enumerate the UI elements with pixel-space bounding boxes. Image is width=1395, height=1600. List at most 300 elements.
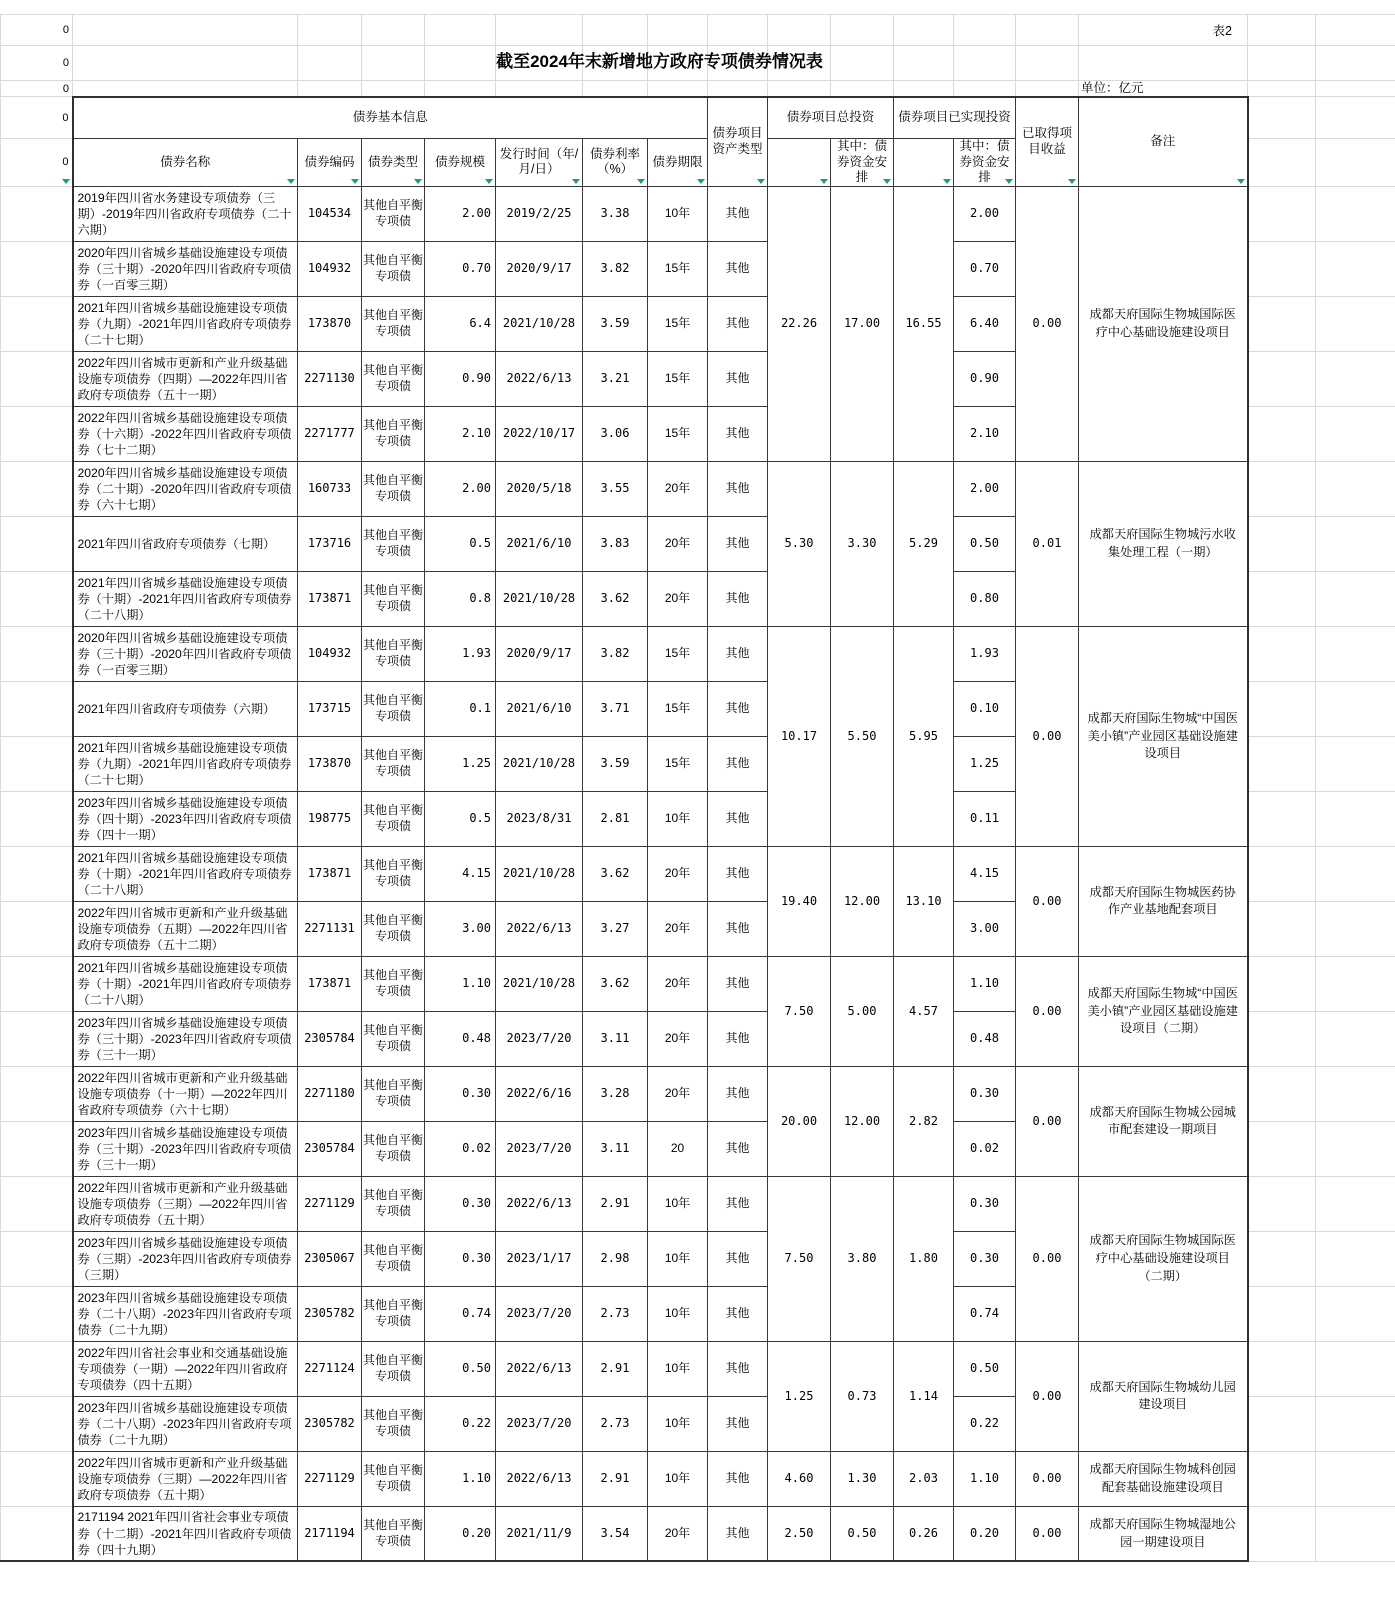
- row-header-cell: [1, 791, 73, 846]
- cell-asset-type: 其他: [708, 1066, 768, 1121]
- gutter-cell: [1248, 956, 1316, 1011]
- bond-row: [1, 1506, 1395, 1561]
- cell-bond-name: 2171194 2021年四川省社会事业专项债券（十二期）-2021年四川省政府专项债券（四十九期）: [73, 1506, 298, 1561]
- filter-dropdown-icon[interactable]: [943, 179, 951, 184]
- cell-bond-code: 104932: [298, 626, 362, 681]
- cell-total-investment: 5.30: [768, 461, 831, 626]
- cell-bond-term: 10年: [648, 791, 708, 846]
- gutter-cell: [1248, 351, 1316, 406]
- header-income: 已取得项目收益: [1016, 97, 1079, 187]
- cell-bond-rate: 2.73: [583, 1396, 648, 1451]
- cell-asset-type: 其他: [708, 1011, 768, 1066]
- cell-realized-investment: 13.10: [894, 846, 954, 956]
- cell-realized-investment: 1.14: [894, 1341, 954, 1451]
- cell-remark: 成都天府国际生物城国际医疗中心基础设施建设项目: [1079, 186, 1248, 461]
- cell-realized-investment-bond-funds: 0.11: [954, 791, 1016, 846]
- cell-total-investment-bond-funds: 1.30: [831, 1451, 894, 1506]
- cell-project-income: 0.00: [1016, 186, 1079, 461]
- cell-asset-type: 其他: [708, 1506, 768, 1561]
- gutter-cell: [1316, 1011, 1395, 1066]
- cell-bond-term: 15年: [648, 241, 708, 296]
- cell-issue-date: 2021/6/10: [496, 516, 583, 571]
- cell-total-investment: 10.17: [768, 626, 831, 846]
- cell-bond-code: 2305782: [298, 1396, 362, 1451]
- cell-bond-scale: 0.1: [425, 681, 496, 736]
- cell-asset-type: 其他: [708, 1176, 768, 1231]
- cell-bond-term: 20: [648, 1121, 708, 1176]
- cell-bond-rate: 3.27: [583, 901, 648, 956]
- gutter-cell: [1248, 296, 1316, 351]
- cell-bond-name: 2020年四川省城乡基础设施建设专项债券（三十期）-2020年四川省政府专项债券（一百零三期）: [73, 241, 298, 296]
- row-header-cell: [1, 516, 73, 571]
- cell-bond-rate: 2.91: [583, 1451, 648, 1506]
- cell-asset-type: 其他: [708, 1341, 768, 1396]
- cell-total-investment-bond-funds: 0.50: [831, 1506, 894, 1561]
- cell-bond-term: 10年: [648, 1176, 708, 1231]
- cell-realized-investment: 5.95: [894, 626, 954, 846]
- row-header-zero: 0: [1, 15, 73, 46]
- cell-project-income: 0.00: [1016, 846, 1079, 956]
- row-header-cell: [1, 736, 73, 791]
- cell-bond-name: 2022年四川省社会事业和交通基础设施专项债券（一期）—2022年四川省政府专项债券（四十五期）: [73, 1341, 298, 1396]
- cell-total-investment: 20.00: [768, 1066, 831, 1176]
- cell-issue-date: 2021/11/9: [496, 1506, 583, 1561]
- filter-dropdown-icon[interactable]: [820, 179, 828, 184]
- cell-realized-investment-bond-funds: 0.50: [954, 516, 1016, 571]
- cell-bond-code: 2271129: [298, 1176, 362, 1231]
- cell-asset-type: 其他: [708, 186, 768, 241]
- cell-bond-term: 10年: [648, 1286, 708, 1341]
- row-header-cell: [1, 681, 73, 736]
- gutter-cell: [1316, 186, 1395, 241]
- cell-issue-date: 2022/10/17: [496, 406, 583, 461]
- cell-realized-investment-bond-funds: 4.15: [954, 846, 1016, 901]
- cell-bond-type: 其他自平衡专项债: [362, 186, 425, 241]
- cell-bond-name: 2022年四川省城市更新和产业升级基础设施专项债券（五期）—2022年四川省政府专项债券（五十二期）: [73, 901, 298, 956]
- cell-bond-name: 2022年四川省城市更新和产业升级基础设施专项债券（三期）—2022年四川省政府专项债券（五十期）: [73, 1176, 298, 1231]
- cell-bond-name: 2021年四川省城乡基础设施建设专项债券（十期）-2021年四川省政府专项债券（二十八期）: [73, 956, 298, 1011]
- cell-asset-type: 其他: [708, 736, 768, 791]
- sheet-title: 截至2024年末新增地方政府专项债券情况表: [496, 52, 823, 71]
- cell-bond-type: 其他自平衡专项债: [362, 241, 425, 296]
- cell-project-income: 0.00: [1016, 1341, 1079, 1451]
- cell-bond-rate: 3.62: [583, 571, 648, 626]
- cell-remark: 成都天府国际生物城“中国医美小镇”产业园区基础设施建设项目: [1079, 626, 1248, 846]
- cell-bond-rate: 3.59: [583, 736, 648, 791]
- header-bond-scale: 债券规模: [425, 139, 496, 187]
- cell-asset-type: 其他: [708, 1121, 768, 1176]
- cell-bond-code: 173870: [298, 296, 362, 351]
- cell-bond-term: 20年: [648, 571, 708, 626]
- cell-bond-type: 其他自平衡专项债: [362, 736, 425, 791]
- cell-bond-type: 其他自平衡专项债: [362, 296, 425, 351]
- gutter-cell: [1248, 461, 1316, 516]
- bond-row: [1, 846, 1395, 901]
- cell-asset-type: 其他: [708, 406, 768, 461]
- gutter-cell: [1248, 571, 1316, 626]
- cell-bond-rate: 2.91: [583, 1341, 648, 1396]
- cell-asset-type: 其他: [708, 626, 768, 681]
- filter-dropdown-icon[interactable]: [287, 179, 295, 184]
- cell-bond-term: 10年: [648, 1341, 708, 1396]
- filter-dropdown-icon[interactable]: [62, 179, 70, 184]
- row-header-cell: [1, 1121, 73, 1176]
- cell-bond-name: 2022年四川省城市更新和产业升级基础设施专项债券（三期）—2022年四川省政府专项债券（五十期）: [73, 1451, 298, 1506]
- cell-bond-type: 其他自平衡专项债: [362, 791, 425, 846]
- cell-total-investment-bond-funds: 12.00: [831, 1066, 894, 1176]
- cell-bond-rate: 3.82: [583, 241, 648, 296]
- row-header-cell: [1, 406, 73, 461]
- cell-realized-investment-bond-funds: 1.93: [954, 626, 1016, 681]
- filter-dropdown-icon[interactable]: [1237, 179, 1245, 184]
- cell-total-investment: 4.60: [768, 1451, 831, 1506]
- gutter-cell: [1316, 791, 1395, 846]
- cell-bond-term: 10年: [648, 1396, 708, 1451]
- cell-bond-rate: 2.98: [583, 1231, 648, 1286]
- cell-realized-investment: 0.26: [894, 1506, 954, 1561]
- filter-dropdown-icon[interactable]: [637, 179, 645, 184]
- cell-issue-date: 2022/6/16: [496, 1066, 583, 1121]
- cell-realized-investment: 16.55: [894, 186, 954, 461]
- gutter-cell: [1316, 1286, 1395, 1341]
- header-bond-code: 债券编码: [298, 139, 362, 187]
- cell-total-investment-bond-funds: 5.00: [831, 956, 894, 1066]
- cell-bond-scale: 0.5: [425, 516, 496, 571]
- gutter-cell: [1248, 1176, 1316, 1231]
- filter-dropdown-icon[interactable]: [414, 179, 422, 184]
- cell-issue-date: 2023/8/31: [496, 791, 583, 846]
- cell-bond-term: 15年: [648, 406, 708, 461]
- gutter-cell: [1248, 516, 1316, 571]
- cell-realized-investment-bond-funds: 0.30: [954, 1231, 1016, 1286]
- cell-bond-scale: 2.10: [425, 406, 496, 461]
- cell-remark: 成都天府国际生物城湿地公园一期建设项目: [1079, 1506, 1248, 1561]
- cell-remark: 成都天府国际生物城幼儿园建设项目: [1079, 1341, 1248, 1451]
- gutter-cell: [1316, 241, 1395, 296]
- cell-project-income: 0.00: [1016, 1066, 1079, 1176]
- cell-bond-scale: 0.22: [425, 1396, 496, 1451]
- cell-bond-type: 其他自平衡专项债: [362, 516, 425, 571]
- row-header-cell: [1, 1506, 73, 1561]
- row-header-cell: [1, 241, 73, 296]
- header-realized-investment: 债券项目已实现投资: [894, 97, 1016, 139]
- gutter-cell: [1316, 681, 1395, 736]
- cell-remark: 成都天府国际生物城“中国医美小镇”产业园区基础设施建设项目（二期）: [1079, 956, 1248, 1066]
- cell-total-investment: 22.26: [768, 186, 831, 461]
- cell-bond-scale: 0.50: [425, 1341, 496, 1396]
- gutter-cell: [1316, 516, 1395, 571]
- cell-bond-rate: 2.81: [583, 791, 648, 846]
- cell-bond-code: 2271777: [298, 406, 362, 461]
- cell-bond-type: 其他自平衡专项债: [362, 406, 425, 461]
- row-header-zero: 0: [1, 97, 73, 139]
- cell-realized-investment-bond-funds: 2.00: [954, 461, 1016, 516]
- gutter-cell: [1316, 406, 1395, 461]
- cell-bond-term: 15年: [648, 351, 708, 406]
- cell-bond-name: 2021年四川省政府专项债券（七期）: [73, 516, 298, 571]
- cell-project-income: 0.00: [1016, 1176, 1079, 1341]
- row-header-cell: [1, 461, 73, 516]
- filter-dropdown-icon[interactable]: [697, 179, 705, 184]
- gutter-cell: [1316, 351, 1395, 406]
- cell-bond-code: 2271180: [298, 1066, 362, 1121]
- filter-dropdown-icon[interactable]: [883, 179, 891, 184]
- row-header-cell: [1, 351, 73, 406]
- cell-realized-investment: 1.80: [894, 1176, 954, 1341]
- cell-project-income: 0.00: [1016, 956, 1079, 1066]
- row-header-zero: 0: [1, 46, 73, 81]
- cell-bond-rate: 3.38: [583, 186, 648, 241]
- cell-asset-type: 其他: [708, 956, 768, 1011]
- row-header-cell: [1, 571, 73, 626]
- cell-bond-code: 173716: [298, 516, 362, 571]
- cell-bond-rate: 3.28: [583, 1066, 648, 1121]
- cell-bond-code: 2305782: [298, 1286, 362, 1341]
- cell-bond-term: 20年: [648, 1066, 708, 1121]
- gutter-cell: [1248, 681, 1316, 736]
- cell-remark: 成都天府国际生物城污水收集处理工程（一期）: [1079, 461, 1248, 626]
- cell-bond-rate: 2.91: [583, 1176, 648, 1231]
- cell-bond-type: 其他自平衡专项债: [362, 1396, 425, 1451]
- cell-bond-type: 其他自平衡专项债: [362, 351, 425, 406]
- cell-realized-investment-bond-funds: 1.10: [954, 1451, 1016, 1506]
- gutter-cell: [1316, 626, 1395, 681]
- cell-realized-investment-bond-funds: 0.70: [954, 241, 1016, 296]
- cell-bond-type: 其他自平衡专项债: [362, 1176, 425, 1231]
- cell-bond-term: 10年: [648, 1231, 708, 1286]
- cell-bond-code: 173871: [298, 846, 362, 901]
- gutter-cell: [1248, 846, 1316, 901]
- cell-bond-term: 20年: [648, 461, 708, 516]
- cell-bond-rate: 3.11: [583, 1121, 648, 1176]
- bond-row: [1, 1451, 1395, 1506]
- cell-bond-scale: 0.48: [425, 1011, 496, 1066]
- cell-bond-type: 其他自平衡专项债: [362, 626, 425, 681]
- cell-issue-date: 2023/7/20: [496, 1011, 583, 1066]
- sheet-row-unit: [1, 81, 1395, 97]
- cell-total-investment: 7.50: [768, 1176, 831, 1341]
- unit-label: 单位：亿元: [1079, 81, 1248, 97]
- cell-bond-rate: 3.62: [583, 956, 648, 1011]
- filter-dropdown-icon[interactable]: [572, 179, 580, 184]
- cell-asset-type: 其他: [708, 296, 768, 351]
- header-row-group: [1, 97, 1395, 139]
- filter-dropdown-icon[interactable]: [1005, 179, 1013, 184]
- row-header-zero: 0: [1, 81, 73, 97]
- cell-total-investment-bond-funds: 5.50: [831, 626, 894, 846]
- cell-bond-rate: 3.21: [583, 351, 648, 406]
- cell-bond-code: 104932: [298, 241, 362, 296]
- cell-bond-term: 10年: [648, 1451, 708, 1506]
- cell-bond-scale: 0.74: [425, 1286, 496, 1341]
- cell-bond-code: 173715: [298, 681, 362, 736]
- cell-project-income: 0.00: [1016, 626, 1079, 846]
- cell-issue-date: 2021/10/28: [496, 571, 583, 626]
- cell-bond-code: 2271129: [298, 1451, 362, 1506]
- cell-issue-date: 2021/10/28: [496, 296, 583, 351]
- cell-bond-rate: 3.55: [583, 461, 648, 516]
- cell-bond-term: 20年: [648, 1011, 708, 1066]
- cell-bond-scale: 0.70: [425, 241, 496, 296]
- gutter-cell: [1248, 626, 1316, 681]
- cell-asset-type: 其他: [708, 571, 768, 626]
- cell-realized-investment-bond-funds: 0.22: [954, 1396, 1016, 1451]
- cell-issue-date: 2020/9/17: [496, 241, 583, 296]
- cell-bond-code: 2305784: [298, 1011, 362, 1066]
- cell-realized-investment-bond-funds: 3.00: [954, 901, 1016, 956]
- filter-dropdown-icon[interactable]: [485, 179, 493, 184]
- cell-total-investment-bond-funds: 3.30: [831, 461, 894, 626]
- filter-dropdown-icon[interactable]: [1068, 179, 1076, 184]
- cell-bond-name: 2023年四川省城乡基础设施建设专项债券（二十八期）-2023年四川省政府专项债券（二十九期）: [73, 1396, 298, 1451]
- cell-bond-term: 20年: [648, 901, 708, 956]
- row-header-cell: [1, 626, 73, 681]
- gutter-cell: [1316, 736, 1395, 791]
- cell-realized-investment-bond-funds: 2.10: [954, 406, 1016, 461]
- cell-remark: 成都天府国际生物城国际医疗中心基础设施建设项目（二期）: [1079, 1176, 1248, 1341]
- row-header-cell: [1, 901, 73, 956]
- row-header-cell: [1, 1176, 73, 1231]
- bond-row: [1, 1341, 1395, 1396]
- cell-bond-rate: 2.73: [583, 1286, 648, 1341]
- bond-row: [1, 626, 1395, 681]
- filter-dropdown-icon[interactable]: [351, 179, 359, 184]
- cell-bond-term: 20年: [648, 846, 708, 901]
- cell-remark: 成都天府国际生物城科创园配套基础设施建设项目: [1079, 1451, 1248, 1506]
- cell-bond-rate: 3.06: [583, 406, 648, 461]
- gutter-cell: [1316, 1066, 1395, 1121]
- gutter-cell: [1248, 1451, 1316, 1506]
- header-realized-investment-sub: 其中：债券资金安排: [954, 139, 1016, 187]
- cell-bond-name: 2020年四川省城乡基础设施建设专项债券（三十期）-2020年四川省政府专项债券（一百零三期）: [73, 626, 298, 681]
- cell-bond-code: 2171194: [298, 1506, 362, 1561]
- cell-bond-type: 其他自平衡专项债: [362, 1451, 425, 1506]
- row-header-cell: [1, 846, 73, 901]
- row-header-cell: [1, 1066, 73, 1121]
- cell-bond-term: 15年: [648, 296, 708, 351]
- cell-bond-term: 15年: [648, 736, 708, 791]
- gutter-cell: [1316, 1121, 1395, 1176]
- row-header-cell: [1, 1286, 73, 1341]
- header-bond-type: 债券类型: [362, 139, 425, 187]
- cell-bond-code: 2271130: [298, 351, 362, 406]
- cell-asset-type: 其他: [708, 1451, 768, 1506]
- cell-bond-name: 2021年四川省城乡基础设施建设专项债券（九期）-2021年四川省政府专项债券（二十七期）: [73, 736, 298, 791]
- header-asset-type: 债券项目资产类型: [708, 97, 768, 187]
- cell-realized-investment: 5.29: [894, 461, 954, 626]
- bond-row: [1, 186, 1395, 241]
- cell-total-investment: 2.50: [768, 1506, 831, 1561]
- gutter-cell: [1316, 461, 1395, 516]
- cell-realized-investment-bond-funds: 0.20: [954, 1506, 1016, 1561]
- cell-realized-investment: 2.82: [894, 1066, 954, 1176]
- cell-bond-name: 2023年四川省城乡基础设施建设专项债券（三十期）-2023年四川省政府专项债券（三十一期）: [73, 1011, 298, 1066]
- cell-bond-code: 2305784: [298, 1121, 362, 1176]
- cell-total-investment-bond-funds: 12.00: [831, 846, 894, 956]
- cell-realized-investment-bond-funds: 0.02: [954, 1121, 1016, 1176]
- cell-bond-rate: 3.11: [583, 1011, 648, 1066]
- cell-bond-scale: 1.25: [425, 736, 496, 791]
- header-bond-name: 债券名称: [73, 139, 298, 187]
- cell-asset-type: 其他: [708, 681, 768, 736]
- cell-realized-investment-bond-funds: 0.74: [954, 1286, 1016, 1341]
- gutter-cell: [1316, 956, 1395, 1011]
- row-header-cell: [1, 186, 73, 241]
- cell-bond-type: 其他自平衡专项债: [362, 1341, 425, 1396]
- cell-bond-code: 2305067: [298, 1231, 362, 1286]
- header-issue-date: 发行时间（年/月/日）: [496, 139, 583, 187]
- cell-bond-scale: 0.5: [425, 791, 496, 846]
- cell-realized-investment-bond-funds: 0.48: [954, 1011, 1016, 1066]
- gutter-cell: [1316, 1451, 1395, 1506]
- cell-realized-investment-bond-funds: 0.30: [954, 1066, 1016, 1121]
- cell-issue-date: 2021/10/28: [496, 846, 583, 901]
- cell-bond-rate: 3.59: [583, 296, 648, 351]
- cell-bond-term: 15年: [648, 681, 708, 736]
- cell-bond-name: 2022年四川省城市更新和产业升级基础设施专项债券（四期）—2022年四川省政府专项债券（五十一期）: [73, 351, 298, 406]
- gutter-cell: [1248, 1011, 1316, 1066]
- gutter-cell: [1248, 406, 1316, 461]
- cell-asset-type: 其他: [708, 1286, 768, 1341]
- cell-bond-name: 2019年四川省水务建设专项债券（三期）-2019年四川省政府专项债券（二十六期）: [73, 186, 298, 241]
- gutter-cell: [1248, 1121, 1316, 1176]
- cell-bond-type: 其他自平衡专项债: [362, 901, 425, 956]
- cell-realized-investment-bond-funds: 0.30: [954, 1176, 1016, 1231]
- cell-bond-name: 2023年四川省城乡基础设施建设专项债券（四十期）-2023年四川省政府专项债券（四十一期）: [73, 791, 298, 846]
- cell-realized-investment-bond-funds: 0.80: [954, 571, 1016, 626]
- cell-bond-scale: 2.00: [425, 461, 496, 516]
- row-header-cell: [1, 1231, 73, 1286]
- cell-bond-name: 2020年四川省城乡基础设施建设专项债券（二十期）-2020年四川省政府专项债券（六十七期）: [73, 461, 298, 516]
- cell-realized-investment-bond-funds: 1.10: [954, 956, 1016, 1011]
- bond-table: [0, 14, 1395, 1562]
- gutter-cell: [1316, 1231, 1395, 1286]
- cell-bond-type: 其他自平衡专项债: [362, 846, 425, 901]
- cell-issue-date: 2020/9/17: [496, 626, 583, 681]
- gutter-cell: [1248, 1396, 1316, 1451]
- gutter-cell: [1248, 791, 1316, 846]
- cell-bond-scale: 0.02: [425, 1121, 496, 1176]
- filter-dropdown-icon[interactable]: [757, 179, 765, 184]
- cell-bond-type: 其他自平衡专项债: [362, 1011, 425, 1066]
- cell-bond-scale: 0.30: [425, 1231, 496, 1286]
- gutter-cell: [1248, 186, 1316, 241]
- header-remark: 备注: [1079, 97, 1248, 187]
- cell-bond-type: 其他自平衡专项债: [362, 461, 425, 516]
- cell-bond-type: 其他自平衡专项债: [362, 681, 425, 736]
- gutter-cell: [1316, 296, 1395, 351]
- row-header-cell: [1, 1451, 73, 1506]
- cell-issue-date: 2023/7/20: [496, 1286, 583, 1341]
- cell-issue-date: 2023/7/20: [496, 1121, 583, 1176]
- table-number-label: 表2: [1079, 15, 1248, 46]
- gutter-cell: [1248, 736, 1316, 791]
- cell-bond-name: 2021年四川省城乡基础设施建设专项债券（十期）-2021年四川省政府专项债券（二十八期）: [73, 571, 298, 626]
- cell-asset-type: 其他: [708, 516, 768, 571]
- cell-total-investment-bond-funds: 0.73: [831, 1341, 894, 1451]
- cell-issue-date: 2020/5/18: [496, 461, 583, 516]
- cell-issue-date: 2022/6/13: [496, 901, 583, 956]
- row-header-cell: [1, 296, 73, 351]
- cell-bond-rate: 3.82: [583, 626, 648, 681]
- cell-bond-code: 173870: [298, 736, 362, 791]
- gutter-cell: [1316, 1341, 1395, 1396]
- cell-issue-date: 2022/6/13: [496, 1341, 583, 1396]
- cell-bond-term: 15年: [648, 626, 708, 681]
- cell-issue-date: 2021/10/28: [496, 736, 583, 791]
- cell-bond-name: 2022年四川省城市更新和产业升级基础设施专项债券（十一期）—2022年四川省政府专项债券（六十七期）: [73, 1066, 298, 1121]
- cell-bond-type: 其他自平衡专项债: [362, 1066, 425, 1121]
